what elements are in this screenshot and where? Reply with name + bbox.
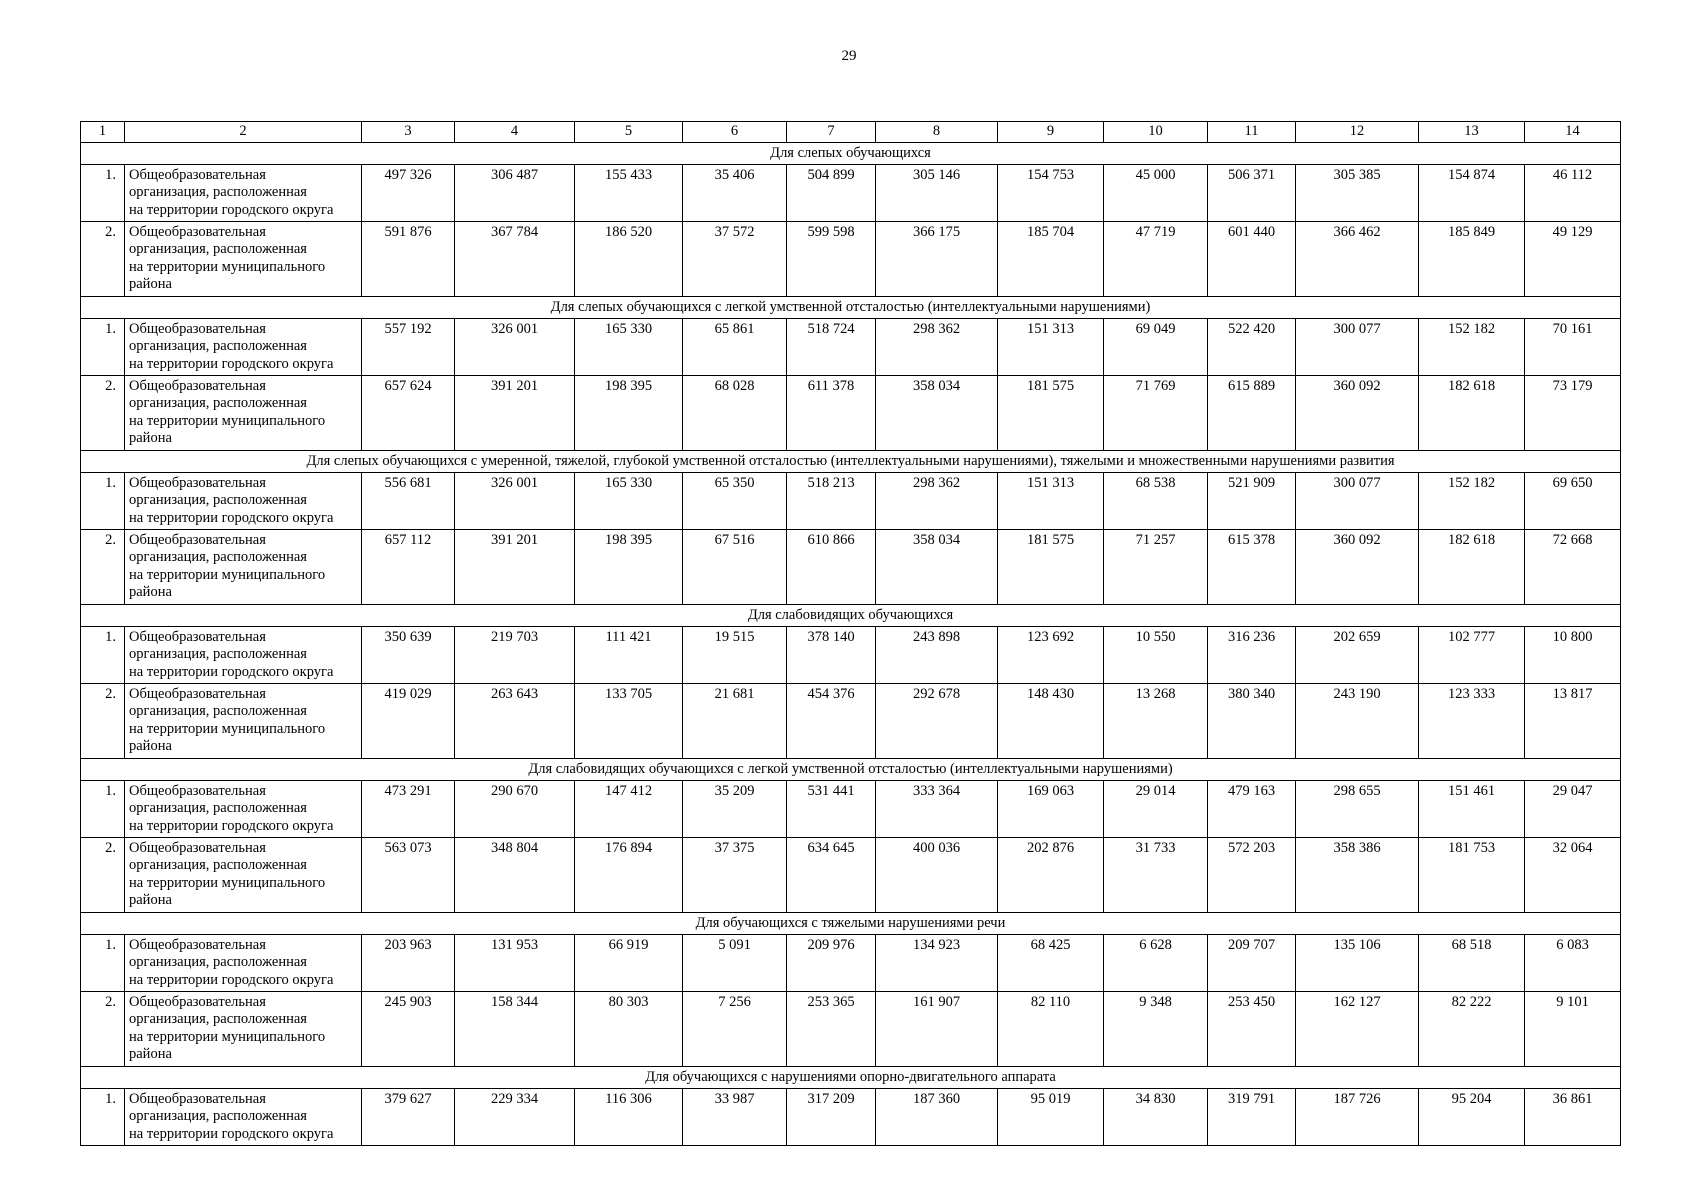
value-cell: 33 987	[683, 1088, 787, 1145]
value-cell: 506 371	[1208, 164, 1296, 221]
table-row	[81, 318, 1621, 375]
row-index: 1.	[81, 164, 125, 221]
table-row	[81, 626, 1621, 683]
budget-table	[80, 121, 1621, 1146]
value-cell: 161 907	[876, 991, 998, 1066]
organization-cell	[125, 318, 362, 375]
value-cell: 358 034	[876, 375, 998, 450]
organization-text-line: на территории муниципального	[129, 412, 326, 429]
organization-text-line: на территории городского округа	[129, 509, 334, 526]
value-cell: 366 462	[1296, 221, 1419, 296]
value-cell: 185 849	[1419, 221, 1525, 296]
value-cell: 9 101	[1525, 991, 1621, 1066]
value-cell: 358 386	[1296, 837, 1419, 912]
row-index: 1.	[81, 626, 125, 683]
value-cell: 35 209	[683, 780, 787, 837]
value-cell: 7 256	[683, 991, 787, 1066]
table-row	[81, 683, 1621, 758]
row-index: 2.	[81, 529, 125, 604]
value-cell: 68 538	[1104, 472, 1208, 529]
value-cell: 358 034	[876, 529, 998, 604]
value-cell: 198 395	[575, 529, 683, 604]
organization-text-line: района	[129, 276, 172, 293]
organization-text-line: района	[129, 1046, 172, 1063]
value-cell: 298 362	[876, 472, 998, 529]
value-cell: 13 268	[1104, 683, 1208, 758]
value-cell: 165 330	[575, 472, 683, 529]
value-cell: 134 923	[876, 934, 998, 991]
organization-text-line: района	[129, 430, 172, 447]
value-cell: 599 598	[787, 221, 876, 296]
value-cell: 151 313	[998, 472, 1104, 529]
column-header: 10	[1104, 122, 1208, 143]
value-cell: 610 866	[787, 529, 876, 604]
value-cell: 326 001	[455, 318, 575, 375]
organization-text-line: Общеобразовательная	[129, 531, 266, 548]
value-cell: 316 236	[1208, 626, 1296, 683]
value-cell: 32 064	[1525, 837, 1621, 912]
organization-text-line: Общеобразовательная	[129, 839, 266, 856]
table-row	[81, 837, 1621, 912]
value-cell: 263 643	[455, 683, 575, 758]
section-title: Для обучающихся с нарушениями опорно-двигательного аппарата	[81, 1067, 1621, 1088]
organization-text-line: на территории муниципального	[129, 258, 326, 275]
value-cell: 298 655	[1296, 780, 1419, 837]
value-cell: 518 213	[787, 472, 876, 529]
organization-text-line: на территории городского округа	[129, 1125, 334, 1142]
organization-text-line: на территории муниципального	[129, 566, 326, 583]
value-cell: 615 889	[1208, 375, 1296, 450]
value-cell: 169 063	[998, 780, 1104, 837]
section-title: Для слабовидящих обучающихся с легкой умственной отсталостью (интеллектуальными нарушениями)	[81, 759, 1621, 780]
value-cell: 9 348	[1104, 991, 1208, 1066]
organization-text-line: на территории городского округа	[129, 201, 334, 218]
table-row	[81, 991, 1621, 1066]
table-row	[81, 472, 1621, 529]
organization-text-line: на территории муниципального	[129, 720, 326, 737]
column-header: 12	[1296, 122, 1419, 143]
value-cell: 82 222	[1419, 991, 1525, 1066]
value-cell: 182 618	[1419, 375, 1525, 450]
value-cell: 518 724	[787, 318, 876, 375]
value-cell: 391 201	[455, 529, 575, 604]
value-cell: 556 681	[362, 472, 455, 529]
section-title-row	[81, 913, 1621, 934]
organization-text-line: Общеобразовательная	[129, 320, 266, 337]
organization-text-line: района	[129, 892, 172, 909]
organization-text-line: района	[129, 584, 172, 601]
organization-cell	[125, 472, 362, 529]
organization-text-line: организация, расположенная	[129, 646, 307, 663]
value-cell: 634 645	[787, 837, 876, 912]
value-cell: 292 678	[876, 683, 998, 758]
value-cell: 209 707	[1208, 934, 1296, 991]
value-cell: 116 306	[575, 1088, 683, 1145]
row-index: 1.	[81, 780, 125, 837]
value-cell: 181 575	[998, 375, 1104, 450]
value-cell: 209 976	[787, 934, 876, 991]
value-cell: 454 376	[787, 683, 876, 758]
row-index: 2.	[81, 837, 125, 912]
value-cell: 300 077	[1296, 472, 1419, 529]
value-cell: 333 364	[876, 780, 998, 837]
section-title-row	[81, 605, 1621, 626]
column-header-row	[81, 122, 1621, 143]
value-cell: 245 903	[362, 991, 455, 1066]
value-cell: 95 204	[1419, 1088, 1525, 1145]
value-cell: 563 073	[362, 837, 455, 912]
value-cell: 611 378	[787, 375, 876, 450]
organization-cell	[125, 529, 362, 604]
value-cell: 19 515	[683, 626, 787, 683]
value-cell: 151 461	[1419, 780, 1525, 837]
value-cell: 151 313	[998, 318, 1104, 375]
section-title: Для слепых обучающихся	[81, 143, 1621, 164]
organization-cell	[125, 934, 362, 991]
organization-text-line: организация, расположенная	[129, 1011, 307, 1028]
value-cell: 65 861	[683, 318, 787, 375]
value-cell: 123 333	[1419, 683, 1525, 758]
value-cell: 473 291	[362, 780, 455, 837]
value-cell: 657 624	[362, 375, 455, 450]
value-cell: 497 326	[362, 164, 455, 221]
organization-text-line: Общеобразовательная	[129, 166, 266, 183]
section-title-row	[81, 451, 1621, 472]
column-header: 2	[125, 122, 362, 143]
value-cell: 203 963	[362, 934, 455, 991]
value-cell: 379 627	[362, 1088, 455, 1145]
row-index: 1.	[81, 934, 125, 991]
organization-text-line: организация, расположенная	[129, 241, 307, 258]
value-cell: 70 161	[1525, 318, 1621, 375]
row-index: 2.	[81, 683, 125, 758]
value-cell: 360 092	[1296, 529, 1419, 604]
column-header: 1	[81, 122, 125, 143]
value-cell: 148 430	[998, 683, 1104, 758]
value-cell: 31 733	[1104, 837, 1208, 912]
value-cell: 253 450	[1208, 991, 1296, 1066]
value-cell: 186 520	[575, 221, 683, 296]
value-cell: 80 303	[575, 991, 683, 1066]
value-cell: 522 420	[1208, 318, 1296, 375]
value-cell: 67 516	[683, 529, 787, 604]
value-cell: 319 791	[1208, 1088, 1296, 1145]
column-header: 6	[683, 122, 787, 143]
value-cell: 45 000	[1104, 164, 1208, 221]
value-cell: 326 001	[455, 472, 575, 529]
value-cell: 47 719	[1104, 221, 1208, 296]
value-cell: 479 163	[1208, 780, 1296, 837]
value-cell: 306 487	[455, 164, 575, 221]
value-cell: 400 036	[876, 837, 998, 912]
value-cell: 34 830	[1104, 1088, 1208, 1145]
value-cell: 37 572	[683, 221, 787, 296]
value-cell: 21 681	[683, 683, 787, 758]
table-row	[81, 375, 1621, 450]
organization-text-line: на территории городского округа	[129, 817, 334, 834]
value-cell: 154 753	[998, 164, 1104, 221]
value-cell: 123 692	[998, 626, 1104, 683]
organization-text-line: Общеобразовательная	[129, 993, 266, 1010]
organization-text-line: на территории городского округа	[129, 971, 334, 988]
organization-cell	[125, 164, 362, 221]
value-cell: 95 019	[998, 1088, 1104, 1145]
row-index: 2.	[81, 375, 125, 450]
table-body	[81, 122, 1621, 1146]
organization-text-line: района	[129, 738, 172, 755]
organization-cell	[125, 1088, 362, 1145]
organization-cell	[125, 837, 362, 912]
organization-cell	[125, 626, 362, 683]
value-cell: 158 344	[455, 991, 575, 1066]
table-row	[81, 529, 1621, 604]
value-cell: 68 518	[1419, 934, 1525, 991]
value-cell: 13 817	[1525, 683, 1621, 758]
value-cell: 10 550	[1104, 626, 1208, 683]
table-row	[81, 164, 1621, 221]
value-cell: 176 894	[575, 837, 683, 912]
table-row	[81, 780, 1621, 837]
organization-text-line: организация, расположенная	[129, 857, 307, 874]
value-cell: 615 378	[1208, 529, 1296, 604]
row-index: 1.	[81, 1088, 125, 1145]
organization-text-line: Общеобразовательная	[129, 685, 266, 702]
value-cell: 202 659	[1296, 626, 1419, 683]
section-title: Для слабовидящих обучающихся	[81, 605, 1621, 626]
value-cell: 360 092	[1296, 375, 1419, 450]
value-cell: 378 140	[787, 626, 876, 683]
organization-text-line: организация, расположенная	[129, 184, 307, 201]
value-cell: 82 110	[998, 991, 1104, 1066]
organization-text-line: Общеобразовательная	[129, 474, 266, 491]
value-cell: 35 406	[683, 164, 787, 221]
value-cell: 102 777	[1419, 626, 1525, 683]
value-cell: 305 385	[1296, 164, 1419, 221]
section-title-row	[81, 143, 1621, 164]
value-cell: 5 091	[683, 934, 787, 991]
value-cell: 29 047	[1525, 780, 1621, 837]
value-cell: 348 804	[455, 837, 575, 912]
organization-text-line: Общеобразовательная	[129, 377, 266, 394]
organization-text-line: организация, расположенная	[129, 954, 307, 971]
column-header: 4	[455, 122, 575, 143]
row-index: 1.	[81, 472, 125, 529]
section-title: Для обучающихся с тяжелыми нарушениями речи	[81, 913, 1621, 934]
section-title: Для слепых обучающихся с легкой умственной отсталостью (интеллектуальными нарушениями)	[81, 297, 1621, 318]
organization-text-line: Общеобразовательная	[129, 1090, 266, 1107]
value-cell: 69 049	[1104, 318, 1208, 375]
row-index: 1.	[81, 318, 125, 375]
value-cell: 380 340	[1208, 683, 1296, 758]
value-cell: 300 077	[1296, 318, 1419, 375]
value-cell: 290 670	[455, 780, 575, 837]
row-index: 2.	[81, 991, 125, 1066]
value-cell: 504 899	[787, 164, 876, 221]
organization-text-line: организация, расположенная	[129, 703, 307, 720]
value-cell: 253 365	[787, 991, 876, 1066]
value-cell: 187 726	[1296, 1088, 1419, 1145]
value-cell: 531 441	[787, 780, 876, 837]
organization-cell	[125, 780, 362, 837]
value-cell: 243 898	[876, 626, 998, 683]
organization-text-line: на территории муниципального	[129, 1028, 326, 1045]
organization-text-line: на территории муниципального	[129, 874, 326, 891]
value-cell: 591 876	[362, 221, 455, 296]
value-cell: 152 182	[1419, 318, 1525, 375]
organization-text-line: организация, расположенная	[129, 1108, 307, 1125]
organization-text-line: Общеобразовательная	[129, 628, 266, 645]
value-cell: 219 703	[455, 626, 575, 683]
value-cell: 572 203	[1208, 837, 1296, 912]
organization-cell	[125, 221, 362, 296]
value-cell: 29 014	[1104, 780, 1208, 837]
value-cell: 68 028	[683, 375, 787, 450]
value-cell: 185 704	[998, 221, 1104, 296]
value-cell: 154 874	[1419, 164, 1525, 221]
organization-text-line: организация, расположенная	[129, 395, 307, 412]
value-cell: 69 650	[1525, 472, 1621, 529]
value-cell: 367 784	[455, 221, 575, 296]
table-row	[81, 221, 1621, 296]
value-cell: 71 257	[1104, 529, 1208, 604]
value-cell: 391 201	[455, 375, 575, 450]
value-cell: 162 127	[1296, 991, 1419, 1066]
value-cell: 305 146	[876, 164, 998, 221]
table-row	[81, 934, 1621, 991]
organization-text-line: на территории городского округа	[129, 663, 334, 680]
value-cell: 135 106	[1296, 934, 1419, 991]
value-cell: 182 618	[1419, 529, 1525, 604]
value-cell: 49 129	[1525, 221, 1621, 296]
column-header: 8	[876, 122, 998, 143]
value-cell: 147 412	[575, 780, 683, 837]
value-cell: 71 769	[1104, 375, 1208, 450]
organization-cell	[125, 991, 362, 1066]
column-header: 13	[1419, 122, 1525, 143]
organization-text-line: Общеобразовательная	[129, 936, 266, 953]
value-cell: 521 909	[1208, 472, 1296, 529]
organization-text-line: организация, расположенная	[129, 492, 307, 509]
organization-text-line: организация, расположенная	[129, 549, 307, 566]
value-cell: 6 628	[1104, 934, 1208, 991]
section-title-row	[81, 297, 1621, 318]
column-header: 7	[787, 122, 876, 143]
value-cell: 298 362	[876, 318, 998, 375]
column-header: 11	[1208, 122, 1296, 143]
organization-text-line: организация, расположенная	[129, 800, 307, 817]
value-cell: 72 668	[1525, 529, 1621, 604]
organization-text-line: организация, расположенная	[129, 338, 307, 355]
column-header: 3	[362, 122, 455, 143]
section-title-row	[81, 1067, 1621, 1088]
page-number: 29	[841, 48, 857, 64]
organization-text-line: Общеобразовательная	[129, 782, 266, 799]
column-header: 9	[998, 122, 1104, 143]
section-title: Для слепых обучающихся с умеренной, тяжелой, глубокой умственной отсталостью (интеллектуальными нарушениями), тяжелыми и множественными нарушениями развития	[81, 451, 1621, 472]
value-cell: 131 953	[455, 934, 575, 991]
organization-text-line: на территории городского округа	[129, 355, 334, 372]
value-cell: 350 639	[362, 626, 455, 683]
organization-text-line: Общеобразовательная	[129, 223, 266, 240]
table-row	[81, 1088, 1621, 1145]
value-cell: 66 919	[575, 934, 683, 991]
value-cell: 557 192	[362, 318, 455, 375]
value-cell: 601 440	[1208, 221, 1296, 296]
section-title-row	[81, 759, 1621, 780]
organization-cell	[125, 375, 362, 450]
value-cell: 152 182	[1419, 472, 1525, 529]
value-cell: 419 029	[362, 683, 455, 758]
value-cell: 46 112	[1525, 164, 1621, 221]
value-cell: 181 753	[1419, 837, 1525, 912]
value-cell: 202 876	[998, 837, 1104, 912]
value-cell: 6 083	[1525, 934, 1621, 991]
value-cell: 73 179	[1525, 375, 1621, 450]
value-cell: 229 334	[455, 1088, 575, 1145]
value-cell: 111 421	[575, 626, 683, 683]
value-cell: 65 350	[683, 472, 787, 529]
value-cell: 198 395	[575, 375, 683, 450]
value-cell: 36 861	[1525, 1088, 1621, 1145]
organization-cell	[125, 683, 362, 758]
value-cell: 366 175	[876, 221, 998, 296]
value-cell: 133 705	[575, 683, 683, 758]
column-header: 5	[575, 122, 683, 143]
value-cell: 10 800	[1525, 626, 1621, 683]
value-cell: 68 425	[998, 934, 1104, 991]
value-cell: 243 190	[1296, 683, 1419, 758]
value-cell: 37 375	[683, 837, 787, 912]
value-cell: 187 360	[876, 1088, 998, 1145]
value-cell: 657 112	[362, 529, 455, 604]
value-cell: 317 209	[787, 1088, 876, 1145]
column-header: 14	[1525, 122, 1621, 143]
value-cell: 155 433	[575, 164, 683, 221]
value-cell: 165 330	[575, 318, 683, 375]
value-cell: 181 575	[998, 529, 1104, 604]
row-index: 2.	[81, 221, 125, 296]
